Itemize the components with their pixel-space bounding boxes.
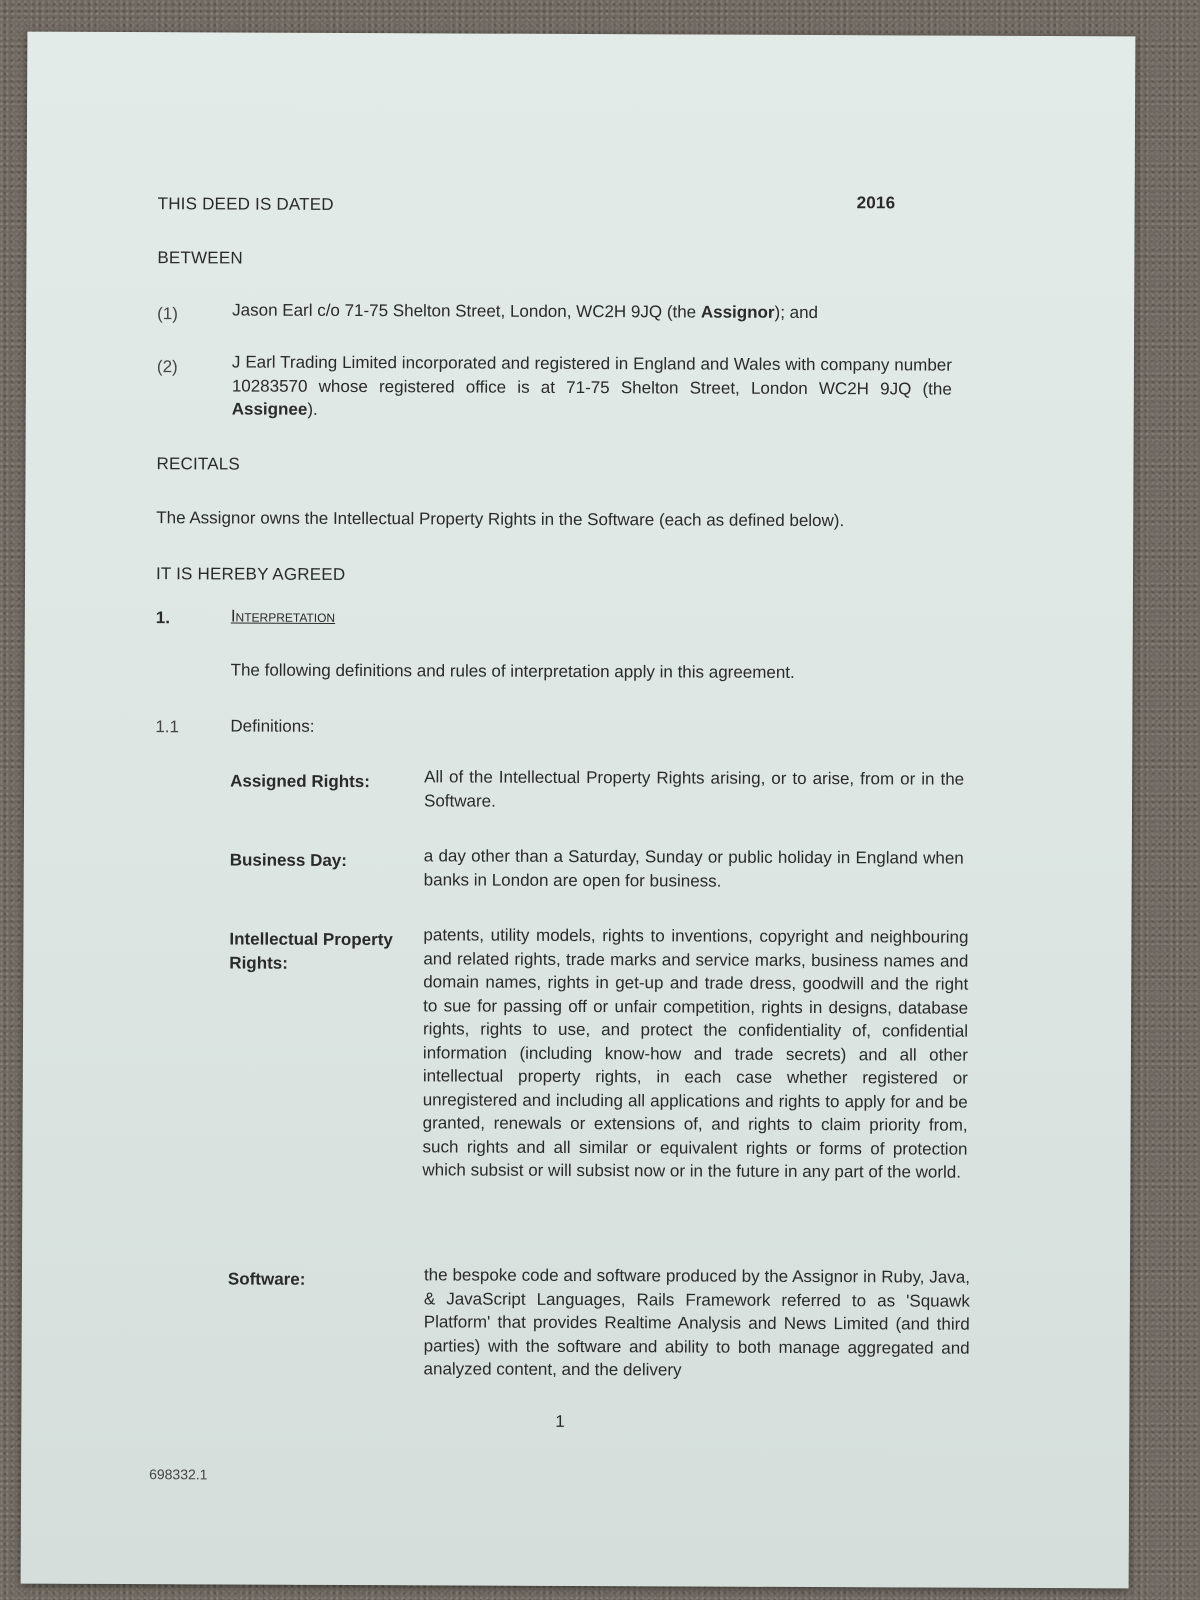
deed-year: 2016 — [856, 193, 896, 213]
party-1-number: (1) — [157, 304, 178, 324]
subsection-label: Definitions: — [230, 716, 315, 736]
party-2-number: (2) — [156, 357, 178, 377]
section-number: 1. — [155, 608, 171, 628]
section-title: Interpretation — [230, 606, 336, 626]
assignee-term: Assignee — [231, 399, 308, 419]
between-label: BETWEEN — [157, 248, 243, 268]
deed-dated-label: THIS DEED IS DATED — [157, 194, 334, 214]
section-intro: The following definitions and rules of interpretation apply in this agreement. — [230, 660, 795, 682]
definition-text: a day other than a Saturday, Sunday or public holiday in England when banks in London are open for business. — [423, 846, 964, 891]
agreed-label: IT IS HEREBY AGREED — [155, 564, 346, 584]
definition-text: the bespoke code and software produced by the Assignor in Ruby, Java, & JavaScript Languages, Rails Framework referred to as 'Squawk Platform' that provides Realtime Analysis and News Limited (and third parties) with the software and ability to both manage aggregated and analyzed content, and the delivery — [423, 1265, 971, 1380]
definition-term: Software: — [227, 1269, 306, 1289]
party-2-text: J Earl Trading Limited incorporated and registered in England and Wales with company number 10283570 whose registered office is at 71-75 Shelton Street, London WC2H 9JQ (the Assignee). — [231, 352, 952, 419]
definition-text: All of the Intellectual Property Rights arising, or to arise, from or in the Software. — [423, 767, 965, 811]
document-page — [21, 32, 1136, 1589]
definition-term: Intellectual Property Rights: — [229, 929, 393, 973]
recitals-label: RECITALS — [156, 454, 241, 474]
definition-text: patents, utility models, rights to inventions, copyright and neighbouring and related rights, trade marks and service marks, business names and domain names, rights in get-up and trade dress, goodwill and the right to sue for passing off or unfair competition, rights in designs, database rights, rights to use, and protect the confidentiality of, confidential information (including know-how and trade secrets) and all other intellectual property rights, in each case whether registered or unregistered and including all applications and rights to apply for and be granted, renewals or extensions of, and rights to claim priority from, such rights and all similar or equivalent rights or forms of protection which subsist or will subsist now or in the future in any part of the world. — [422, 925, 969, 1182]
definition-term: Business Day: — [229, 850, 347, 870]
page-number: 1 — [555, 1411, 565, 1431]
definition-term: Assigned Rights: — [230, 771, 370, 792]
assignor-term: Assignor — [700, 302, 775, 322]
recitals-text: The Assignor owns the Intellectual Property Rights in the Software (each as defined below). — [156, 508, 845, 531]
subsection-number: 1.1 — [155, 717, 180, 737]
document-reference: 698332.1 — [149, 1466, 208, 1483]
party-1-text: Jason Earl c/o 71-75 Shelton Street, London, WC2H 9JQ (the Assignor); and — [232, 300, 819, 323]
